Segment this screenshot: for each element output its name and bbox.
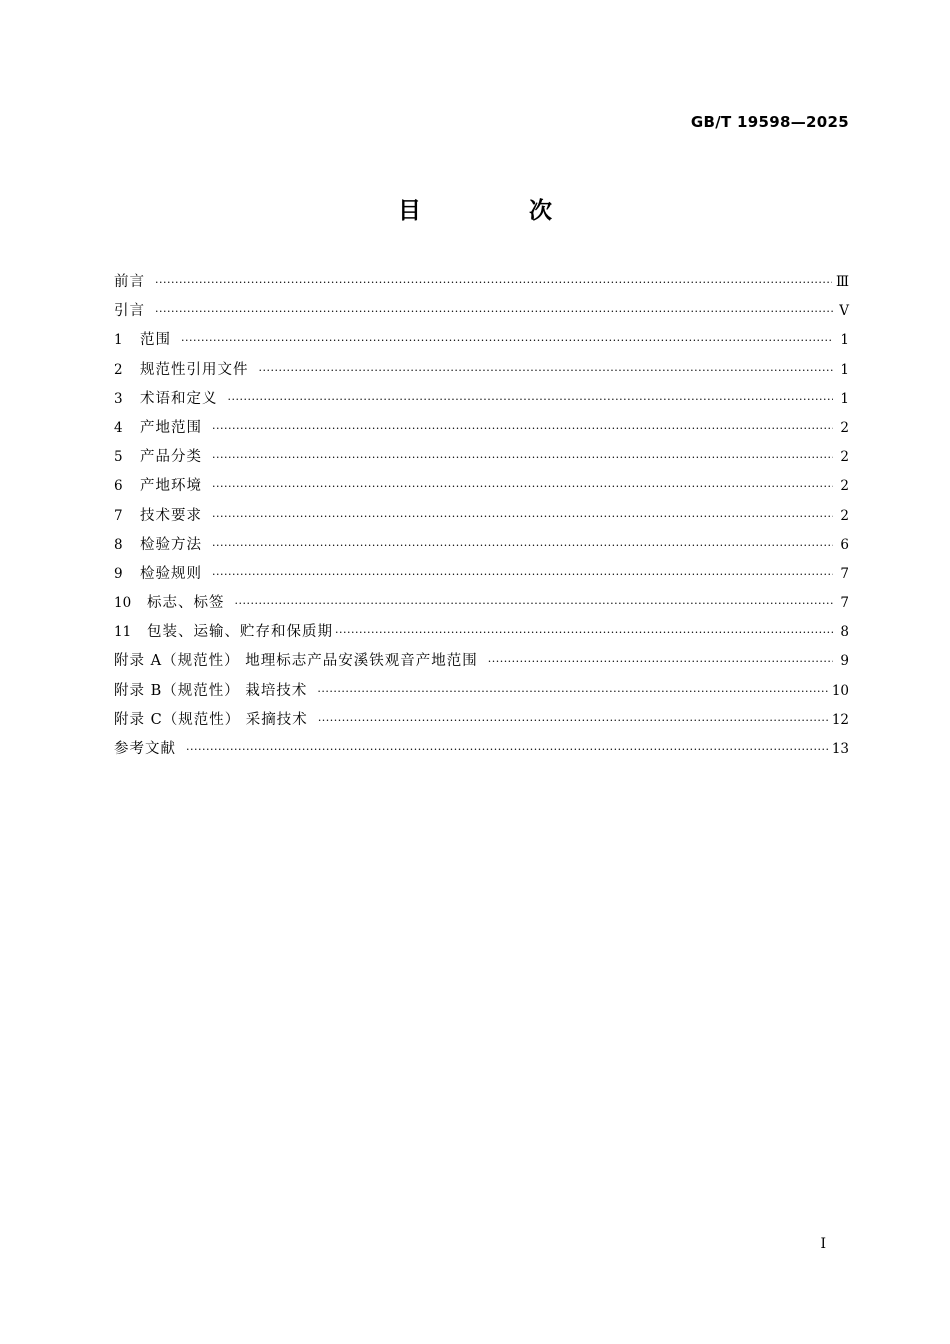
toc-entry-label: 引言: [114, 303, 145, 320]
toc-entry-appendix-c[interactable]: [114, 708, 849, 737]
toc-entry-8[interactable]: [114, 533, 849, 562]
toc-leader-dots: [212, 451, 833, 464]
toc-entry-6[interactable]: [114, 474, 849, 503]
toc-leader-dots: [155, 305, 833, 318]
toc-entry-label: 产品分类: [140, 449, 202, 466]
toc-entry-number: 1: [114, 332, 123, 349]
table-of-contents: [114, 270, 849, 766]
toc-entry-number: 4: [114, 419, 123, 436]
toc-entry-1[interactable]: [114, 328, 849, 357]
toc-entry-number: 7: [114, 507, 123, 524]
toc-entry-label: 包装、运输、贮存和保质期: [147, 624, 333, 641]
toc-entry-page: 1: [840, 390, 849, 407]
toc-entry-page: 12: [831, 711, 849, 728]
toc-leader-dots: [228, 393, 834, 406]
toc-entry-label: 产地环境: [140, 478, 202, 495]
toc-entry-number: 11: [114, 624, 132, 641]
toc-entry-number: 10: [114, 595, 132, 612]
toc-entry-page: 2: [840, 507, 849, 524]
toc-entry-9[interactable]: [114, 562, 849, 591]
toc-entry-page: Ⅴ: [839, 303, 849, 320]
page-number: Ⅰ: [820, 1236, 826, 1252]
toc-entry-page: 2: [840, 478, 849, 495]
toc-leader-dots: [317, 685, 827, 698]
toc-leader-dots: [212, 568, 833, 581]
toc-entry-label: 检验方法: [140, 536, 202, 553]
toc-entry-page: 2: [840, 419, 849, 436]
toc-entry-label: 附录 C（规范性） 采摘技术: [114, 711, 308, 728]
toc-leader-dots: [335, 626, 833, 639]
toc-leader-dots: [235, 597, 834, 610]
toc-leader-dots: [181, 334, 833, 347]
toc-entry-label: 规范性引用文件: [140, 361, 249, 378]
toc-leader-dots: [212, 422, 833, 435]
toc-entry-foreword[interactable]: [114, 270, 849, 299]
toc-entry-number: 8: [114, 536, 123, 553]
toc-entry-11[interactable]: [114, 620, 849, 649]
toc-entry-page: 8: [840, 624, 849, 641]
toc-entry-page: 1: [840, 361, 849, 378]
toc-entry-label: 参考文献: [114, 741, 176, 757]
toc-entry-label: 范围: [140, 332, 171, 349]
toc-entry-page: 7: [840, 565, 849, 582]
toc-entry-5[interactable]: [114, 445, 849, 474]
toc-entry-page: 9: [840, 653, 849, 670]
toc-entry-10[interactable]: [114, 591, 849, 620]
toc-leader-dots: [212, 480, 833, 493]
toc-leader-dots: [186, 743, 828, 756]
toc-entry-bibliography[interactable]: [114, 737, 849, 766]
standard-number: GB/T 19598—2025: [690, 113, 849, 131]
toc-entry-label: 术语和定义: [140, 390, 218, 407]
toc-entry-label: 检验规则: [140, 565, 202, 582]
toc-entry-page: 2: [840, 449, 849, 466]
toc-leader-dots: [488, 655, 833, 668]
toc-entry-4[interactable]: [114, 416, 849, 445]
toc-entry-label: 前言: [114, 274, 145, 290]
toc-entry-label: 产地范围: [140, 419, 202, 436]
toc-leader-dots: [155, 276, 832, 289]
toc-entry-number: 6: [114, 478, 123, 495]
toc-entry-number: 5: [114, 449, 123, 466]
toc-entry-page: 6: [840, 536, 849, 553]
toc-entry-page: Ⅲ: [835, 274, 849, 290]
toc-entry-label: 附录 B（规范性） 栽培技术: [114, 682, 308, 699]
toc-entry-2[interactable]: [114, 358, 849, 387]
toc-leader-dots: [212, 510, 833, 523]
toc-entry-3[interactable]: [114, 387, 849, 416]
toc-entry-appendix-a[interactable]: [114, 649, 849, 678]
toc-leader-dots: [259, 364, 834, 377]
toc-entry-label: 技术要求: [140, 507, 202, 524]
toc-entry-page: 1: [840, 332, 849, 349]
toc-entry-number: 3: [114, 390, 123, 407]
page-title: 目 次: [397, 198, 602, 224]
toc-entry-appendix-b[interactable]: [114, 679, 849, 708]
toc-entry-7[interactable]: [114, 504, 849, 533]
toc-entry-introduction[interactable]: [114, 299, 849, 328]
toc-entry-page: 13: [831, 741, 849, 757]
toc-entry-page: 10: [831, 682, 849, 699]
toc-entry-number: 9: [114, 565, 123, 582]
toc-leader-dots: [212, 539, 833, 552]
toc-leader-dots: [318, 714, 828, 727]
toc-entry-page: 7: [840, 595, 849, 612]
toc-entry-number: 2: [114, 361, 123, 378]
toc-entry-label: 附录 A（规范性） 地理标志产品安溪铁观音产地范围: [114, 653, 478, 670]
toc-entry-label: 标志、标签: [147, 595, 225, 612]
